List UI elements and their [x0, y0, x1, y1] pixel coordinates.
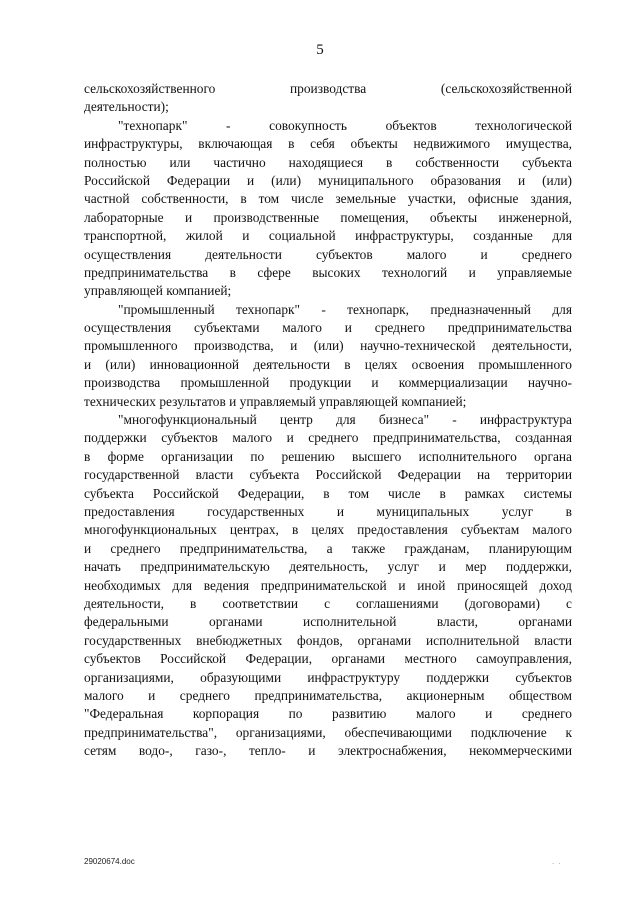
text-line: многофункциональных центрах, в целях предоставления субъектам малого — [84, 522, 572, 538]
page-number: 5 — [316, 42, 324, 58]
text-line: и среднего предпринимательства, а также гражданам, планирующим — [84, 540, 572, 556]
text-line: организациями, образующими инфраструктуру поддержки субъектов — [84, 669, 572, 685]
text-line: предпринимательства", организациями, обеспечивающими подключение к — [84, 724, 572, 740]
text-line: деятельности, в соответствии с соглашениями (договорами) с — [84, 595, 572, 611]
text-line: управляющей компанией; — [84, 283, 232, 299]
text-line: малого и среднего предпринимательства, акционерным обществом — [84, 687, 572, 703]
text-line: Российской Федерации и (или) муниципального образования и (или) — [84, 172, 572, 188]
document-body — [84, 80, 572, 760]
text-line: предоставления государственных и муниципальных услуг в — [84, 503, 572, 519]
text-line: сельскохозяйственного производства (сельскохозяйственной — [84, 81, 572, 96]
text-line: субъектов Российской Федерации, органами местного самоуправления, — [84, 651, 572, 667]
text-line: транспортной, жилой и социальной инфраструктуры, созданные для — [84, 228, 572, 244]
text-line: субъекта Российской Федерации, в том числе в рамках системы — [84, 485, 572, 501]
text-line: осуществления деятельности субъектов малого и среднего — [84, 246, 572, 262]
text-line: федеральными органами исполнительной власти, органами — [84, 614, 572, 630]
text-line: и (или) инновационной деятельности в целях освоения промышленного — [84, 356, 572, 372]
text-line: сетям водо-, газо-, тепло- и электроснабжения, некоммерческими — [84, 743, 572, 759]
text-line: осуществления субъектами малого и среднего предпринимательства — [84, 320, 572, 336]
text-line: лабораторные и производственные помещения, объекты инженерной, — [84, 209, 572, 225]
paragraph-start-technopark: "технопарк" - совокупность объектов технологической — [118, 117, 572, 133]
text-line: в форме организации по решению высшего исполнительного органа — [84, 448, 572, 464]
footer-filename: 29020674.doc — [84, 857, 135, 866]
text-line: производства промышленной продукции и коммерциализации научно- — [84, 375, 572, 391]
paragraph-start-business-center: "многофункциональный центр для бизнеса" - инфраструктура — [118, 412, 572, 428]
text-line: частной собственности, в том числе земельные участки, офисные здания, — [84, 191, 572, 207]
text-line: полностью или частично находящиеся в собственности субъекта — [84, 154, 572, 170]
text-line: предпринимательства в сфере высоких технологий и управляемые — [84, 264, 572, 280]
text-line: "Федеральная корпорация по развитию малого и среднего — [84, 706, 572, 722]
text-line: необходимых для ведения предпринимательской и иной приносящей доход — [84, 577, 572, 593]
text-line: государственной власти субъекта Российской Федерации на территории — [84, 467, 572, 483]
text-line: поддержки субъектов малого и среднего предпринимательства, созданная — [84, 430, 572, 446]
text-line: инфраструктуры, включающая в себя объекты недвижимого имущества, — [84, 136, 572, 152]
text-line: государственных внебюджетных фондов, органами исполнительной власти — [84, 632, 572, 648]
text-line: технических результатов и управляемый управляющей компанией; — [84, 393, 467, 409]
text-line: деятельности); — [84, 99, 169, 115]
footer-mark: . . — [552, 857, 562, 866]
text-line: начать предпринимательскую деятельность, услуг и мер поддержки, — [84, 559, 572, 575]
paragraph-start-industrial-technopark: "промышленный технопарк" - технопарк, предназначенный для — [118, 301, 572, 317]
text-line: промышленного производства, и (или) научно-технической деятельности, — [84, 338, 572, 354]
